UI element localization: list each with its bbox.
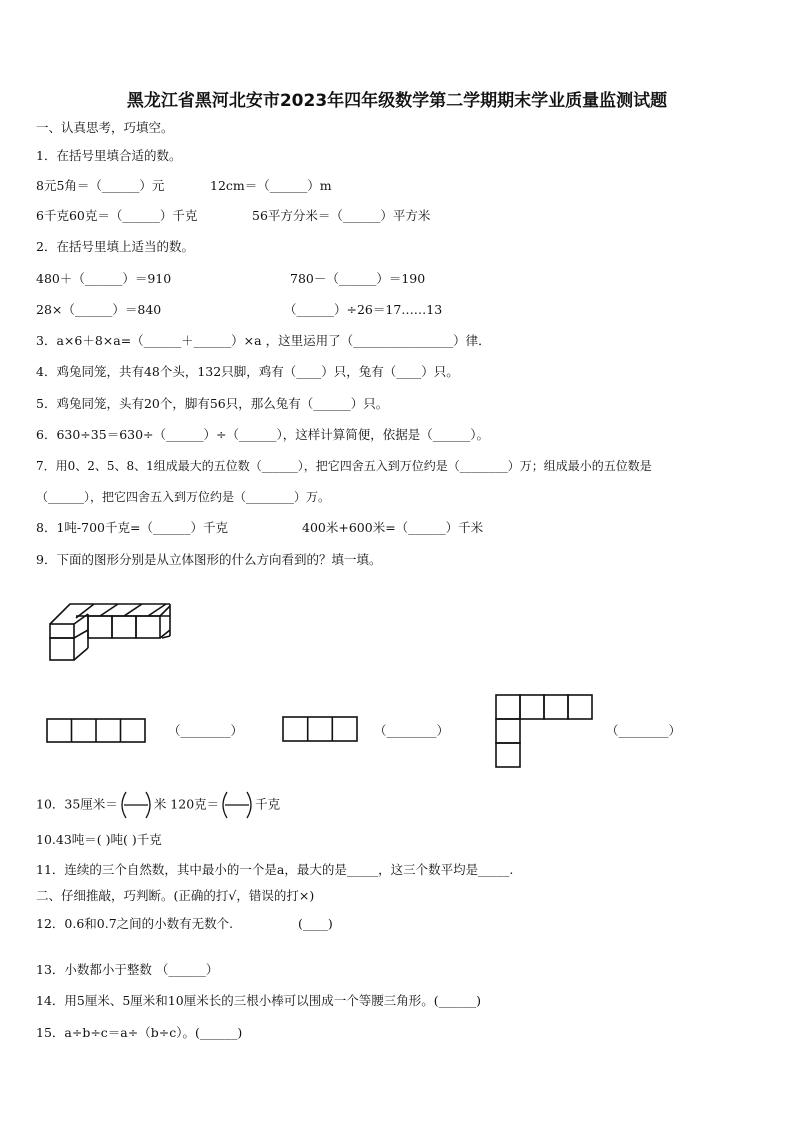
question-11: 11．连续的三个自然数，其中最小的一个是a，最大的是_____，这三个数平均是_____.	[36, 862, 514, 877]
view-figure-2	[282, 716, 362, 744]
question-10-prefix: 10．35厘米＝	[36, 796, 118, 812]
solid-figure-3d	[46, 600, 176, 664]
question-7-line-1: 7．用0、2、5、8、1组成最大的五位数（______），把它四舍五入到万位约是（________）万；组成最小的五位数是	[36, 459, 652, 473]
question-14: 14．用5厘米、5厘米和10厘米长的三根小棒可以围成一个等腰三角形。(______)	[36, 993, 481, 1008]
section-2-heading: 二、仔细推敲，巧判断。(正确的打√，错误的打×)	[36, 888, 315, 903]
question-13: 13．小数都小于整数 （______）	[36, 962, 219, 977]
view-answer-1: （________）	[168, 723, 244, 738]
page-title: 黑龙江省黑河北安市2023年四年级数学第二学期期末学业质量监测试题	[126, 91, 668, 111]
question-12-answer: (____)	[298, 916, 333, 931]
view-answer-3: （________）	[606, 723, 682, 738]
question-2-item-c: 28×（______）＝840	[36, 302, 162, 317]
question-8-item-a: 8．1吨-700千克=（______）千克	[36, 520, 228, 535]
question-2-item-b: 780－（______）＝190	[290, 271, 426, 286]
question-6: 6．630÷35＝630÷（______）÷（______），这样计算简便，依据是（______）。	[36, 427, 489, 442]
question-15: 15．a÷b÷c＝a÷（b÷c）。(______)	[36, 1025, 243, 1040]
question-1-stem: 1．在括号里填合适的数。	[36, 148, 182, 163]
question-7-line-2: （______），把它四舍五入到万位约是（________）万。	[36, 490, 331, 504]
question-2-item-d: （______）÷26＝17……13	[284, 302, 443, 317]
fraction-blank-1	[118, 790, 154, 820]
question-1-item-d: 56平方分米＝（______）平方米	[252, 208, 431, 223]
question-12: 12．0.6和0.7之间的小数有无数个.	[36, 916, 234, 931]
question-9-stem: 9．下面的图形分别是从立体图形的什么方向看到的？填一填。	[36, 552, 382, 567]
section-1-heading: 一、认真思考，巧填空。	[36, 120, 174, 135]
question-10b: 10.43吨＝( )吨( )千克	[36, 832, 162, 847]
question-3: 3．a×6＋8×a=（______＋______）×a ，这里运用了（________________）律．	[36, 333, 491, 348]
question-2-item-a: 480＋（______）＝910	[36, 271, 172, 286]
question-8-item-b: 400米+600米=（______）千米	[302, 520, 484, 535]
question-10	[36, 790, 280, 814]
question-2-stem: 2．在括号里填上适当的数。	[36, 239, 194, 254]
view-answer-2: （________）	[374, 723, 450, 738]
question-4: 4．鸡兔同笼，共有48个头，132只脚，鸡有（____）只，兔有（____）只。	[36, 364, 459, 379]
view-figure-1	[46, 718, 148, 744]
question-10-unit-2: 千克	[255, 796, 281, 812]
fraction-blank-2	[219, 790, 255, 820]
question-1-item-b: 12cm＝（______）m	[210, 178, 332, 193]
question-1-item-c: 6千克60克＝（______）千克	[36, 208, 198, 223]
question-1-item-a: 8元5角＝（______）元	[36, 178, 165, 193]
question-10-unit-1: 米 120克＝	[153, 796, 220, 812]
question-5: 5．鸡兔同笼，头有20个，脚有56只，那么兔有（______）只。	[36, 396, 389, 411]
view-figure-3	[494, 693, 596, 771]
